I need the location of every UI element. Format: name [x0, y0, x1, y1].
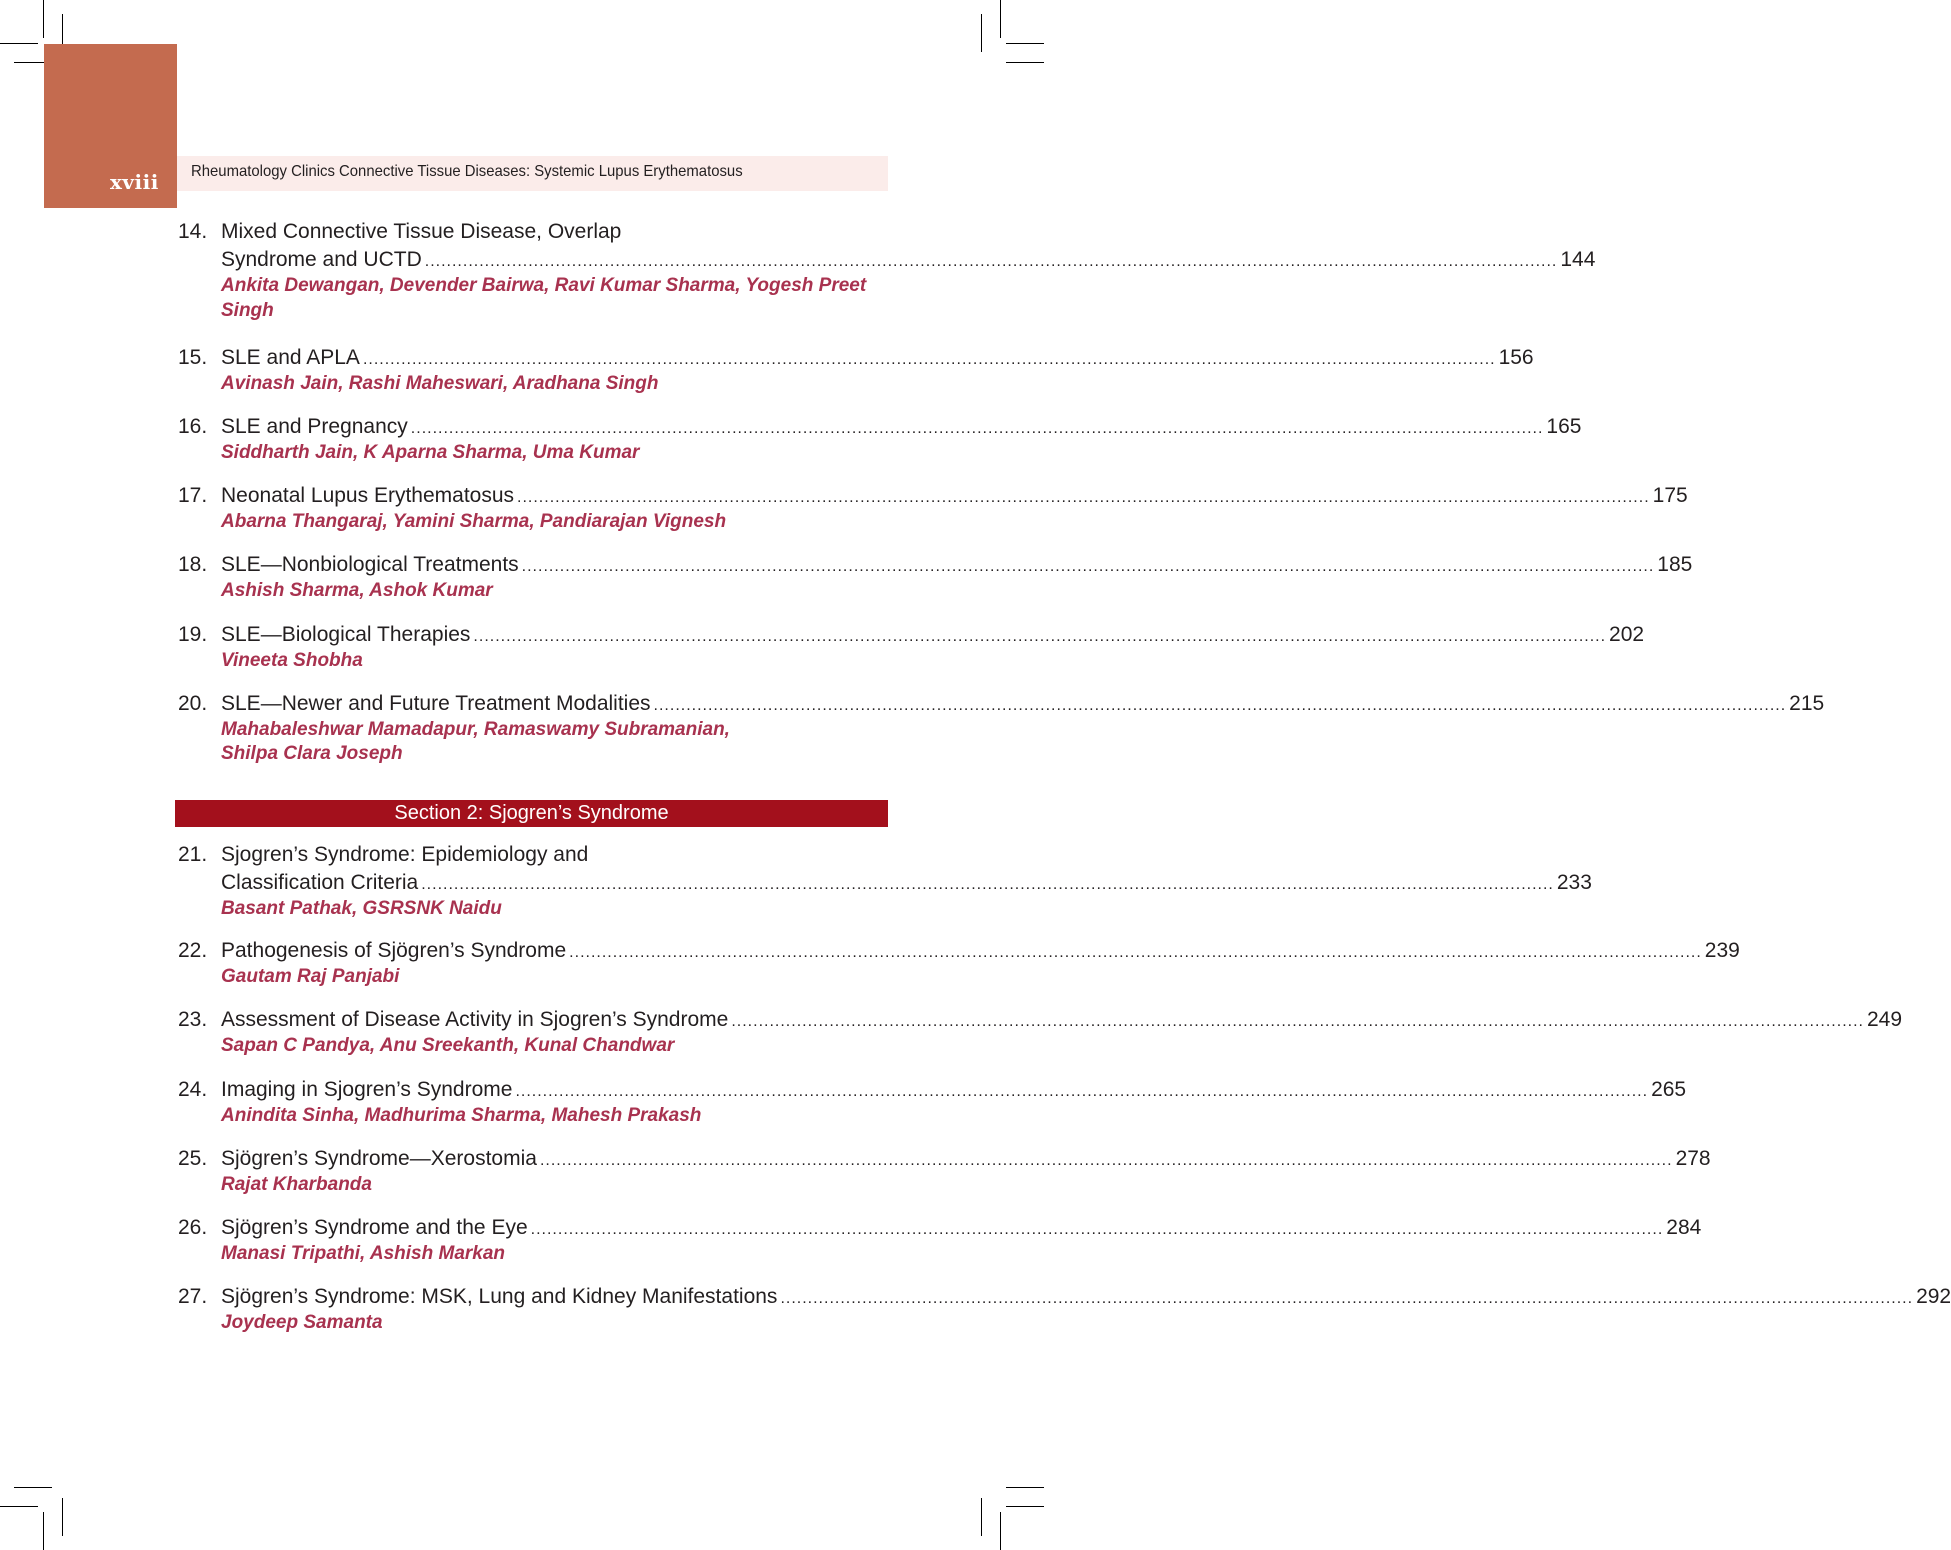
chapter-authors: Sapan C Pandya, Anu Sreekanth, Kunal Chandwar [221, 1035, 675, 1056]
crop-mark [981, 14, 982, 52]
leader-dots: ................................................................................................................................................................................................................ [731, 1013, 1864, 1030]
leader-dots: ................................................................................................................................................................................................................ [530, 1221, 1664, 1238]
title-line [178, 1214, 1702, 1242]
chapter-number: 27. [178, 1285, 208, 1308]
chapter-title: Pathogenesis of Sjögren’s Syndrome [221, 939, 567, 962]
chapter-number: 22. [178, 939, 208, 962]
page-ref: 249 [1866, 1008, 1903, 1031]
chapter-number: 26. [178, 1216, 208, 1239]
page-ref: 284 [1666, 1216, 1702, 1239]
leader-dots: ................................................................................................................................................................................................................ [780, 1290, 1914, 1307]
crop-mark [0, 43, 38, 44]
chapter-authors: Avinash Jain, Rashi Maheswari, Aradhana Singh [221, 373, 659, 394]
chapter-title: SLE and APLA [221, 346, 360, 369]
chapter-title: Mixed Connective Tissue Disease, Overlap [221, 220, 622, 243]
chapter-number: 25. [178, 1147, 208, 1170]
page-ref: 265 [1651, 1078, 1687, 1101]
chapter-authors: Siddharth Jain, K Aparna Sharma, Uma Kumar [221, 442, 640, 463]
title-line [178, 1145, 1711, 1173]
chapter-title: Assessment of Disease Activity in Sjogren’s Syndrome [221, 1008, 729, 1031]
chapter-number: 15. [178, 346, 208, 369]
page-ref: 156 [1498, 346, 1534, 369]
chapter-title: SLE—Biological Therapies [221, 623, 471, 646]
chapter-authors: Shilpa Clara Joseph [221, 743, 403, 764]
page-ref: 278 [1675, 1147, 1711, 1170]
title-line [178, 937, 1740, 965]
leader-dots: ................................................................................................................................................................................................................ [424, 253, 1558, 270]
title-line [178, 218, 886, 246]
toc-entry-17 [178, 482, 1688, 534]
toc-entry-27 [178, 1283, 1951, 1335]
chapter-number: 14. [178, 220, 208, 243]
chapter-authors: Manasi Tripathi, Ashish Markan [221, 1243, 506, 1264]
running-head: Rheumatology Clinics Connective Tissue Diseases: Systemic Lupus Erythematosus [191, 163, 743, 180]
leader-dots: ................................................................................................................................................................................................................ [421, 876, 1554, 893]
crop-mark [1006, 62, 1044, 63]
crop-mark [43, 1512, 44, 1550]
chapter-title: SLE—Newer and Future Treatment Modalities [221, 692, 651, 715]
crop-mark [0, 1506, 38, 1507]
page-ref: 239 [1704, 939, 1740, 962]
title-line [178, 621, 1645, 649]
toc-entry-25 [178, 1145, 1711, 1197]
leader-dots: ................................................................................................................................................................................................................ [515, 1083, 1649, 1100]
chapter-authors: Anindita Sinha, Madhurima Sharma, Mahesh Prakash [221, 1105, 702, 1126]
toc-entry-23 [178, 1006, 1903, 1058]
chapter-number: 17. [178, 484, 208, 507]
chapter-title: Neonatal Lupus Erythematosus [221, 484, 515, 507]
crop-mark [1000, 1512, 1001, 1550]
title-line [178, 1283, 1951, 1311]
chapter-title: Sjogren’s Syndrome: Epidemiology and [221, 843, 589, 866]
chapter-title: Sjögren’s Syndrome: MSK, Lung and Kidney Manifestations [221, 1285, 778, 1308]
chapter-authors: Ashish Sharma, Ashok Kumar [221, 580, 493, 601]
chapter-title: SLE—Nonbiological Treatments [221, 553, 519, 576]
toc-entry-18 [178, 551, 1693, 603]
toc-entry-22 [178, 937, 1740, 989]
title-line [178, 841, 886, 869]
chapter-number: 21. [178, 843, 208, 866]
toc-entry-16 [178, 413, 1582, 465]
page-number: xviii [110, 170, 159, 194]
toc-entry-15 [178, 344, 1534, 396]
page-ref: 215 [1789, 692, 1825, 715]
section-heading: Section 2: Sjogren’s Syndrome [175, 800, 888, 827]
crop-mark [43, 0, 44, 38]
crop-mark [62, 1498, 63, 1536]
page-ref: 292 [1916, 1285, 1951, 1308]
chapter-number: 24. [178, 1078, 208, 1101]
crop-mark [981, 1498, 982, 1536]
chapter-number: 18. [178, 553, 208, 576]
leader-dots: ................................................................................................................................................................................................................ [410, 420, 1544, 437]
leader-dots: ................................................................................................................................................................................................................ [362, 351, 1496, 368]
toc-entry-26 [178, 1214, 1702, 1266]
leader-dots: ................................................................................................................................................................................................................ [653, 697, 1787, 714]
chapter-title: Sjögren’s Syndrome—Xerostomia [221, 1147, 537, 1170]
page-ref: 175 [1652, 484, 1688, 507]
chapter-authors: Mahabaleshwar Mamadapur, Ramaswamy Subramanian, [221, 719, 730, 740]
chapter-title: Imaging in Sjogren’s Syndrome [221, 1078, 513, 1101]
title-line [178, 1076, 1687, 1104]
chapter-title: Sjögren’s Syndrome and the Eye [221, 1216, 528, 1239]
page-ref: 233 [1556, 871, 1592, 894]
page-ref: 185 [1657, 553, 1693, 576]
title-line [178, 1006, 1903, 1034]
title-line [178, 482, 1688, 510]
chapter-authors: Ankita Dewangan, Devender Bairwa, Ravi Kumar Sharma, Yogesh Preet Singh [221, 275, 867, 321]
toc-entry-21 [178, 841, 1592, 921]
chapter-title: SLE and Pregnancy [221, 415, 408, 438]
toc-entry-19 [178, 621, 1645, 673]
chapter-authors: Rajat Kharbanda [221, 1174, 372, 1195]
leader-dots: ................................................................................................................................................................................................................ [569, 944, 1702, 961]
title-line [178, 551, 1693, 579]
leader-dots: ................................................................................................................................................................................................................ [473, 628, 1607, 645]
chapter-number: 16. [178, 415, 208, 438]
chapter-authors: Gautam Raj Panjabi [221, 966, 400, 987]
leader-dots: ................................................................................................................................................................................................................ [521, 558, 1655, 575]
chapter-number: 20. [178, 692, 208, 715]
title-line [178, 344, 1534, 372]
crop-mark [1000, 0, 1001, 38]
chapter-authors: Vineeta Shobha [221, 650, 363, 671]
chapter-title: Syndrome and UCTD [221, 248, 422, 271]
crop-mark [14, 1487, 52, 1488]
chapter-number: 19. [178, 623, 208, 646]
crop-mark [1006, 1487, 1044, 1488]
toc-entry-20 [178, 690, 1825, 766]
title-line [178, 869, 1592, 897]
title-line [178, 413, 1582, 441]
page-ref: 202 [1609, 623, 1645, 646]
title-line [178, 690, 1825, 718]
crop-mark [1006, 1506, 1044, 1507]
chapter-authors: Joydeep Samanta [221, 1312, 383, 1333]
leader-dots: ................................................................................................................................................................................................................ [517, 489, 1650, 506]
toc-entry-24 [178, 1076, 1687, 1128]
page-ref: 165 [1546, 415, 1582, 438]
leader-dots: ................................................................................................................................................................................................................ [539, 1152, 1673, 1169]
chapter-number: 23. [178, 1008, 208, 1031]
chapter-title: Classification Criteria [221, 871, 419, 894]
toc-entry-14 [178, 218, 1596, 323]
chapter-authors: Abarna Thangaraj, Yamini Sharma, Pandiarajan Vignesh [221, 511, 727, 532]
title-line [178, 246, 1596, 274]
chapter-authors: Basant Pathak, GSRSNK Naidu [221, 898, 502, 919]
page-ref: 144 [1560, 248, 1596, 271]
crop-mark [1006, 43, 1044, 44]
